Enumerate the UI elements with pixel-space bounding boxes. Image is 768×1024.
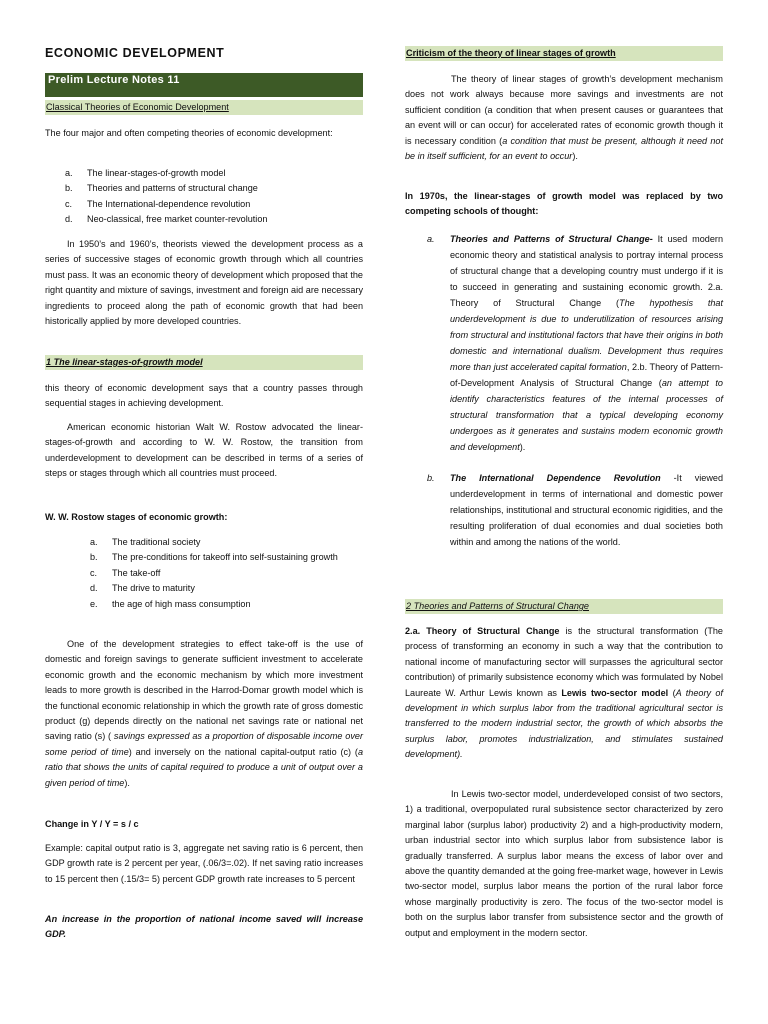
section-heading-classical: Classical Theories of Economic Development (45, 100, 363, 115)
list-item (90, 535, 363, 550)
list-item (90, 550, 363, 565)
list-item (90, 597, 363, 612)
para-strategy-block (45, 637, 363, 791)
conclusion: An increase in the proportion of national income saved will increase GDP. (45, 914, 363, 940)
para-1950s-block (45, 237, 363, 329)
list-item-text: the age of high mass consumption (112, 598, 251, 609)
list-marker: a. (90, 537, 98, 547)
school-b-text: The International Dependence Revolution -It viewed underdevelopment in terms of international and domestic power relationships, institutional and structural economic rigidities, and the resulting proliferation of dual economies and dual societies both within and among the nations of the world. (450, 473, 723, 547)
list-marker: a. (65, 168, 73, 178)
list-item-text: The pre-conditions for takeoff into self-sustaining growth (112, 552, 338, 563)
list-marker: e. (90, 598, 98, 609)
list-marker: b. (90, 552, 98, 563)
school-b-marker: b. (427, 473, 435, 483)
section-heading-criticism: Criticism of the theory of linear stages of growth (405, 46, 723, 61)
list-marker: d. (90, 583, 98, 594)
lewis-block (405, 787, 723, 941)
example-block (45, 841, 363, 887)
para-theory-block (45, 381, 363, 412)
list-marker: c. (65, 198, 73, 209)
intro-paragraph: The four major and often competing theories of economic development: (45, 128, 333, 138)
stages-list (90, 535, 363, 612)
section-heading-structural: 2 Theories and Patterns of Structural Change (405, 599, 723, 614)
list-item (65, 197, 363, 212)
rostow-heading-block (45, 510, 363, 525)
para-theory: this theory of economic development says that a country passes through sequential stages in achieving development. (45, 383, 363, 409)
formula: Change in Y / Y = s / c (45, 819, 139, 829)
school-a-text: Theories and Patterns of Structural Change- It used modern economic theory and statistical analysis to portray internal process of structural change that a developing country must undergo if it is to succeed in generating and sustaining economic growth. 2.a. Theory of Structural Change (The hypothesis that underdevelopment is due to underutilization of resources arising from structural and institutional factors that have their origins in both domestic and international dualism. Development thus requires more than just accelerated capital formation, 2.b. Theory of Pattern-of-Development Analysis of Structural Change (an attempt to identify characteristics features of the internal processes of structural transformation that a typical developing economy undergoes as it generates and sustains modern economic growth and development). (450, 234, 724, 452)
lewis-paragraph: In Lewis two-sector model, underdeveloped consist of two sectors, 1) a traditional, overpopulated rural subsistence sector characterized by zero marginal labor (surplus labor) productivity 2) and a high-productivity modern, urban industrial sector into which surplus labor from subsistence labor is gradually transferred. A surplus labor means the excess of labor over and above the quantity demanded at the going free-market wage, however in Lewis two-sector model, surplus labor means the portion of the rural labor force whose marginally productivity is zero. The focus of the two-sector model is both on the surplus labor transfer from subsistence sector and the growth of output and employment in the modern sector. (405, 789, 723, 938)
list-item (65, 166, 363, 181)
school-a-marker: a. (427, 234, 435, 244)
lecture-banner: Prelim Lecture Notes 11 (45, 73, 363, 97)
conclusion-block (45, 912, 363, 943)
replaced-paragraph: In 1970s, the linear-stages of growth model was replaced by two competing schools of thought: (405, 191, 723, 217)
para-strategy: One of the development strategies to effect take-off is the use of domestic and foreign savings to generate sufficient investment to accelerate economic growth and the economic mechanism by which more investment leads to more growth is described in the Harrod-Domar growth model which is the functional economic relationship in which the growth rate of gross domestic product (g) depends directly on the national net savings rate or national net saving ratio (s) ( savings expressed as a proportion of disposable income over some period of time) and inversely on the national capital-output ratio (c) (a ratio that shows the units of capital required to produce a unit of output over a given period of time). (45, 639, 364, 788)
criticism-block (405, 72, 723, 164)
list-item (65, 181, 363, 196)
list-item (90, 566, 363, 581)
s2a-paragraph: 2.a. Theory of Structural Change is the structural transformation (The process of transforming an economy in such a way that the contribution to national income of manufacturing sector will surpasses the agricultural sector contribution) of primarily subsistence economy which was formulated by Nobel Laureate W. Arthur Lewis known as Lewis two-sector model (A theory of development in which surplus labor from the traditional agricultural sector is transferred to the modern industrial sector, the growth of which absorbs the surplus labor, promotes industrialization, and stimulates sustained development). (405, 626, 723, 760)
list-item-text: The traditional society (112, 537, 201, 547)
document-title: ECONOMIC DEVELOPMENT (45, 46, 225, 60)
list-marker: c. (90, 567, 98, 578)
school-b-block (405, 470, 723, 550)
intro-block (45, 126, 363, 141)
list-item-text: The drive to maturity (112, 583, 195, 594)
formula-block (45, 817, 363, 832)
para-1950s: In 1950’s and 1960’s, theorists viewed the development process as a series of successive stages of economic growth through which all countries must pass. It was an economic theory of development which proposed that the right quantity and mixture of savings, investment and foreign aid are necessary ingredients to proceed along the path of economic growth that had been historically applied by more developed countries. (45, 239, 363, 327)
s2a-block (405, 624, 723, 763)
list-item-text: The take-off (112, 567, 161, 578)
replaced-block (405, 189, 723, 220)
list-item (65, 212, 363, 227)
list-item (90, 581, 363, 596)
section-heading-linear: 1 The linear-stages-of-growth model (45, 355, 363, 370)
list-marker: d. (65, 214, 73, 225)
list-item-text: Theories and patterns of structural change (87, 183, 258, 194)
rostow-heading: W. W. Rostow stages of economic growth: (45, 512, 228, 522)
para-rostow: American economic historian Walt W. Rostow advocated the linear-stages-of-growth and according to W. W. Rostow, the transition from underdevelopment to development can be described in terms of a series of steps or stages through which all countries must proceed. (45, 422, 363, 479)
list-item-text: The International-dependence revolution (87, 198, 251, 209)
example-paragraph: Example: capital output ratio is 3, aggregate net saving ratio is 6 percent, then GDP growth rate is 2 percent per year, (.06/3=.02). If net saving ratio increases to 15 percent then (.15/3= 5) percent GDP growth rate increases to 5 percent (45, 843, 363, 884)
para-rostow-block (45, 420, 363, 482)
list-marker: b. (65, 183, 73, 194)
school-a-block (405, 231, 723, 455)
criticism-paragraph: The theory of linear stages of growth’s development mechanism does not work always because more savings and investments are not sufficient condition (a condition that when present causes or guarantees that an event will or can occur) for accelerated rates of economic growth though it is necessary condition (a condition that must be present, although it need not be in itself sufficient, for an event to occur). (405, 74, 724, 162)
list-item-text: Neo-classical, free market counter-revolution (87, 214, 268, 225)
list-item-text: The linear-stages-of-growth model (87, 168, 226, 178)
theories-list (65, 166, 363, 228)
